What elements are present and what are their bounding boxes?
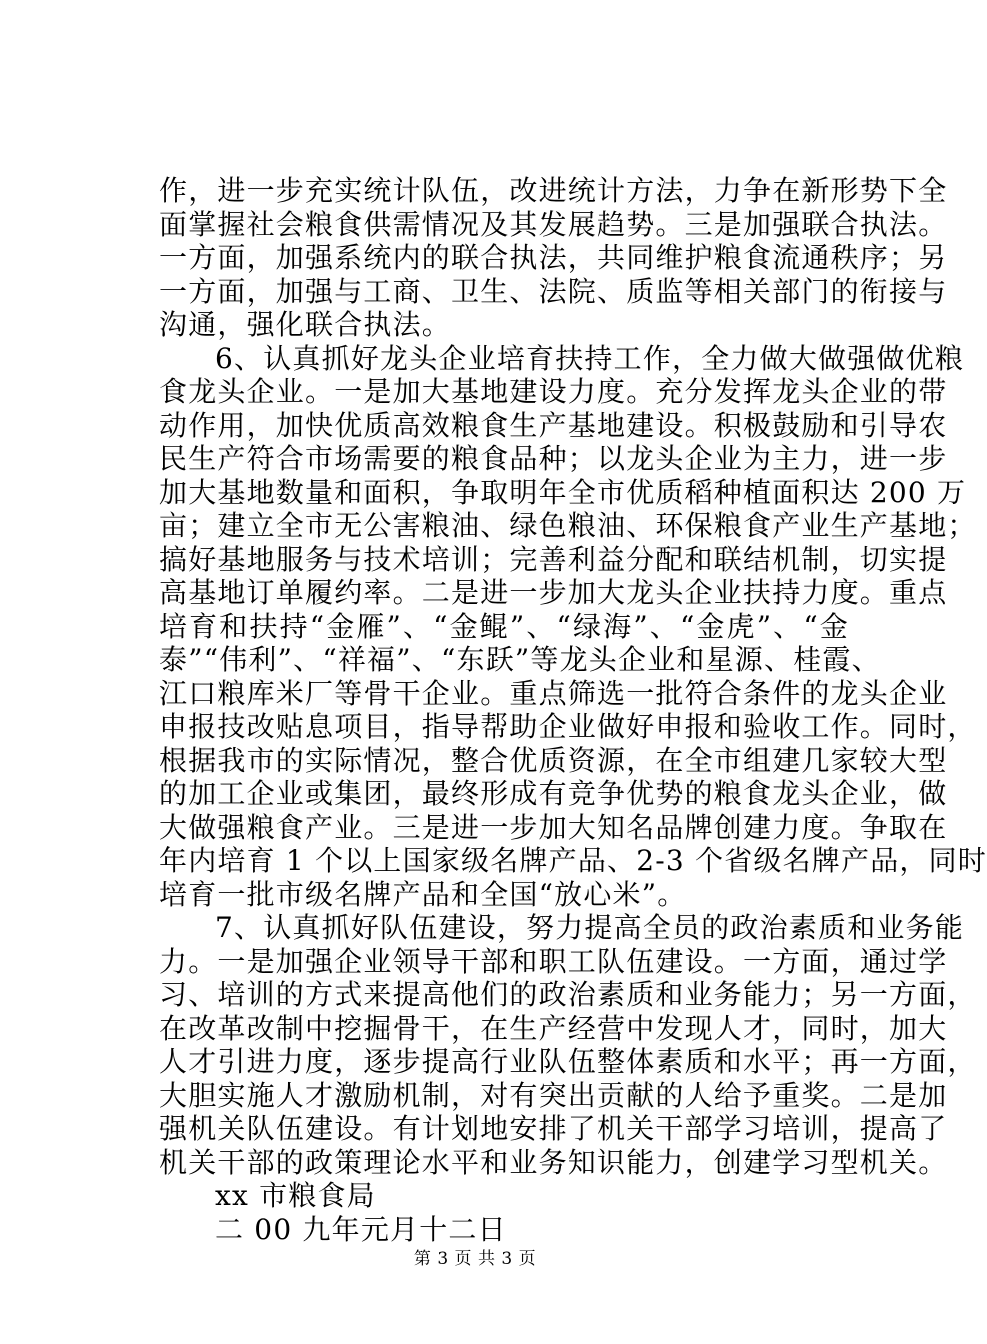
text-line: 7、认真抓好队伍建设，努力提高全员的政治素质和业务能 [215, 911, 965, 944]
text-line: 作，进一步充实统计队伍，改进统计方法，力争在新形势下全 [159, 174, 948, 207]
text-line: 民生产符合市场需要的粮食品种；以龙头企业为主力，进一步 [159, 442, 948, 475]
text-line: 一方面，加强系统内的联合执法，共同维护粮食流通秩序；另 [159, 241, 948, 274]
text-line: 加大基地数量和面积，争取明年全市优质稻种植面积达 200 万 [159, 475, 967, 509]
text-line: 二 00 九年元月十二日 [215, 1212, 507, 1246]
text-line: 年内培育 1 个以上国家级名牌产品、2-3 个省级名牌产品，同时 [159, 844, 987, 877]
text-line: 根据我市的实际情况，整合优质资源，在全市组建几家较大型 [159, 743, 948, 777]
text-line: 在改革改制中挖掘骨干，在生产经营中发现人才，同时，加大 [159, 1011, 948, 1045]
text-line: 申报技改贴息项目，指导帮助企业做好申报和验收工作。同时， [159, 710, 977, 743]
page-footer: 第 3 页 共 3 页 [413, 1249, 537, 1269]
text-line: 亩；建立全市无公害粮油、绿色粮油、环保粮食产业生产基地； [159, 509, 977, 542]
text-line: 泰”“伟利”、“祥福”、“东跃”等龙头企业和星源、桂霞、 [159, 643, 881, 676]
text-line: 一方面，加强与工商、卫生、法院、质监等相关部门的衔接与 [159, 274, 948, 308]
text-line: xx 市粮食局 [215, 1179, 376, 1212]
text-line: 机关干部的政策理论水平和业务知识能力，创建学习型机关。 [159, 1145, 948, 1179]
text-line: 面掌握社会粮食供需情况及其发展趋势。三是加强联合执法。 [159, 207, 948, 241]
text-line: 大胆实施人才激励机制，对有突出贡献的人给予重奖。二是加 [159, 1078, 948, 1112]
text-line: 动作用，加快优质高效粮食生产基地建设。积极鼓励和引导农 [159, 408, 948, 442]
text-line: 江口粮库米厂等骨干企业。重点筛选一批符合条件的龙头企业 [159, 676, 948, 710]
text-line: 人才引进力度，逐步提高行业队伍整体素质和水平；再一方面， [159, 1045, 977, 1078]
text-line: 强机关队伍建设。有计划地安排了机关干部学习培训，提高了 [159, 1112, 948, 1145]
text-line: 高基地订单履约率。二是进一步加大龙头企业扶持力度。重点 [159, 576, 948, 609]
document-body [159, 174, 987, 1246]
text-line: 习、培训的方式来提高他们的政治素质和业务能力；另一方面， [159, 978, 977, 1011]
text-line: 力。一是加强企业领导干部和职工队伍建设。一方面，通过学 [159, 944, 948, 978]
text-line: 6、认真抓好龙头企业培育扶持工作，全力做大做强做优粮 [215, 341, 965, 375]
text-line: 搞好基地服务与技术培训；完善利益分配和联结机制，切实提 [159, 542, 948, 576]
text-line: 培育和扶持“金雁”、“金鲲”、“绿海”、“金虎”、“金 [159, 609, 849, 643]
text-line: 食龙头企业。一是加大基地建设力度。充分发挥龙头企业的带 [159, 375, 948, 408]
text-line: 培育一批市级名牌产品和全国“放心米”。 [159, 877, 687, 911]
text-line: 大做强粮食产业。三是进一步加大知名品牌创建力度。争取在 [159, 810, 948, 844]
text-line: 的加工企业或集团，最终形成有竞争优势的粮食龙头企业，做 [159, 777, 948, 810]
text-line: 沟通，强化联合执法。 [159, 308, 452, 341]
